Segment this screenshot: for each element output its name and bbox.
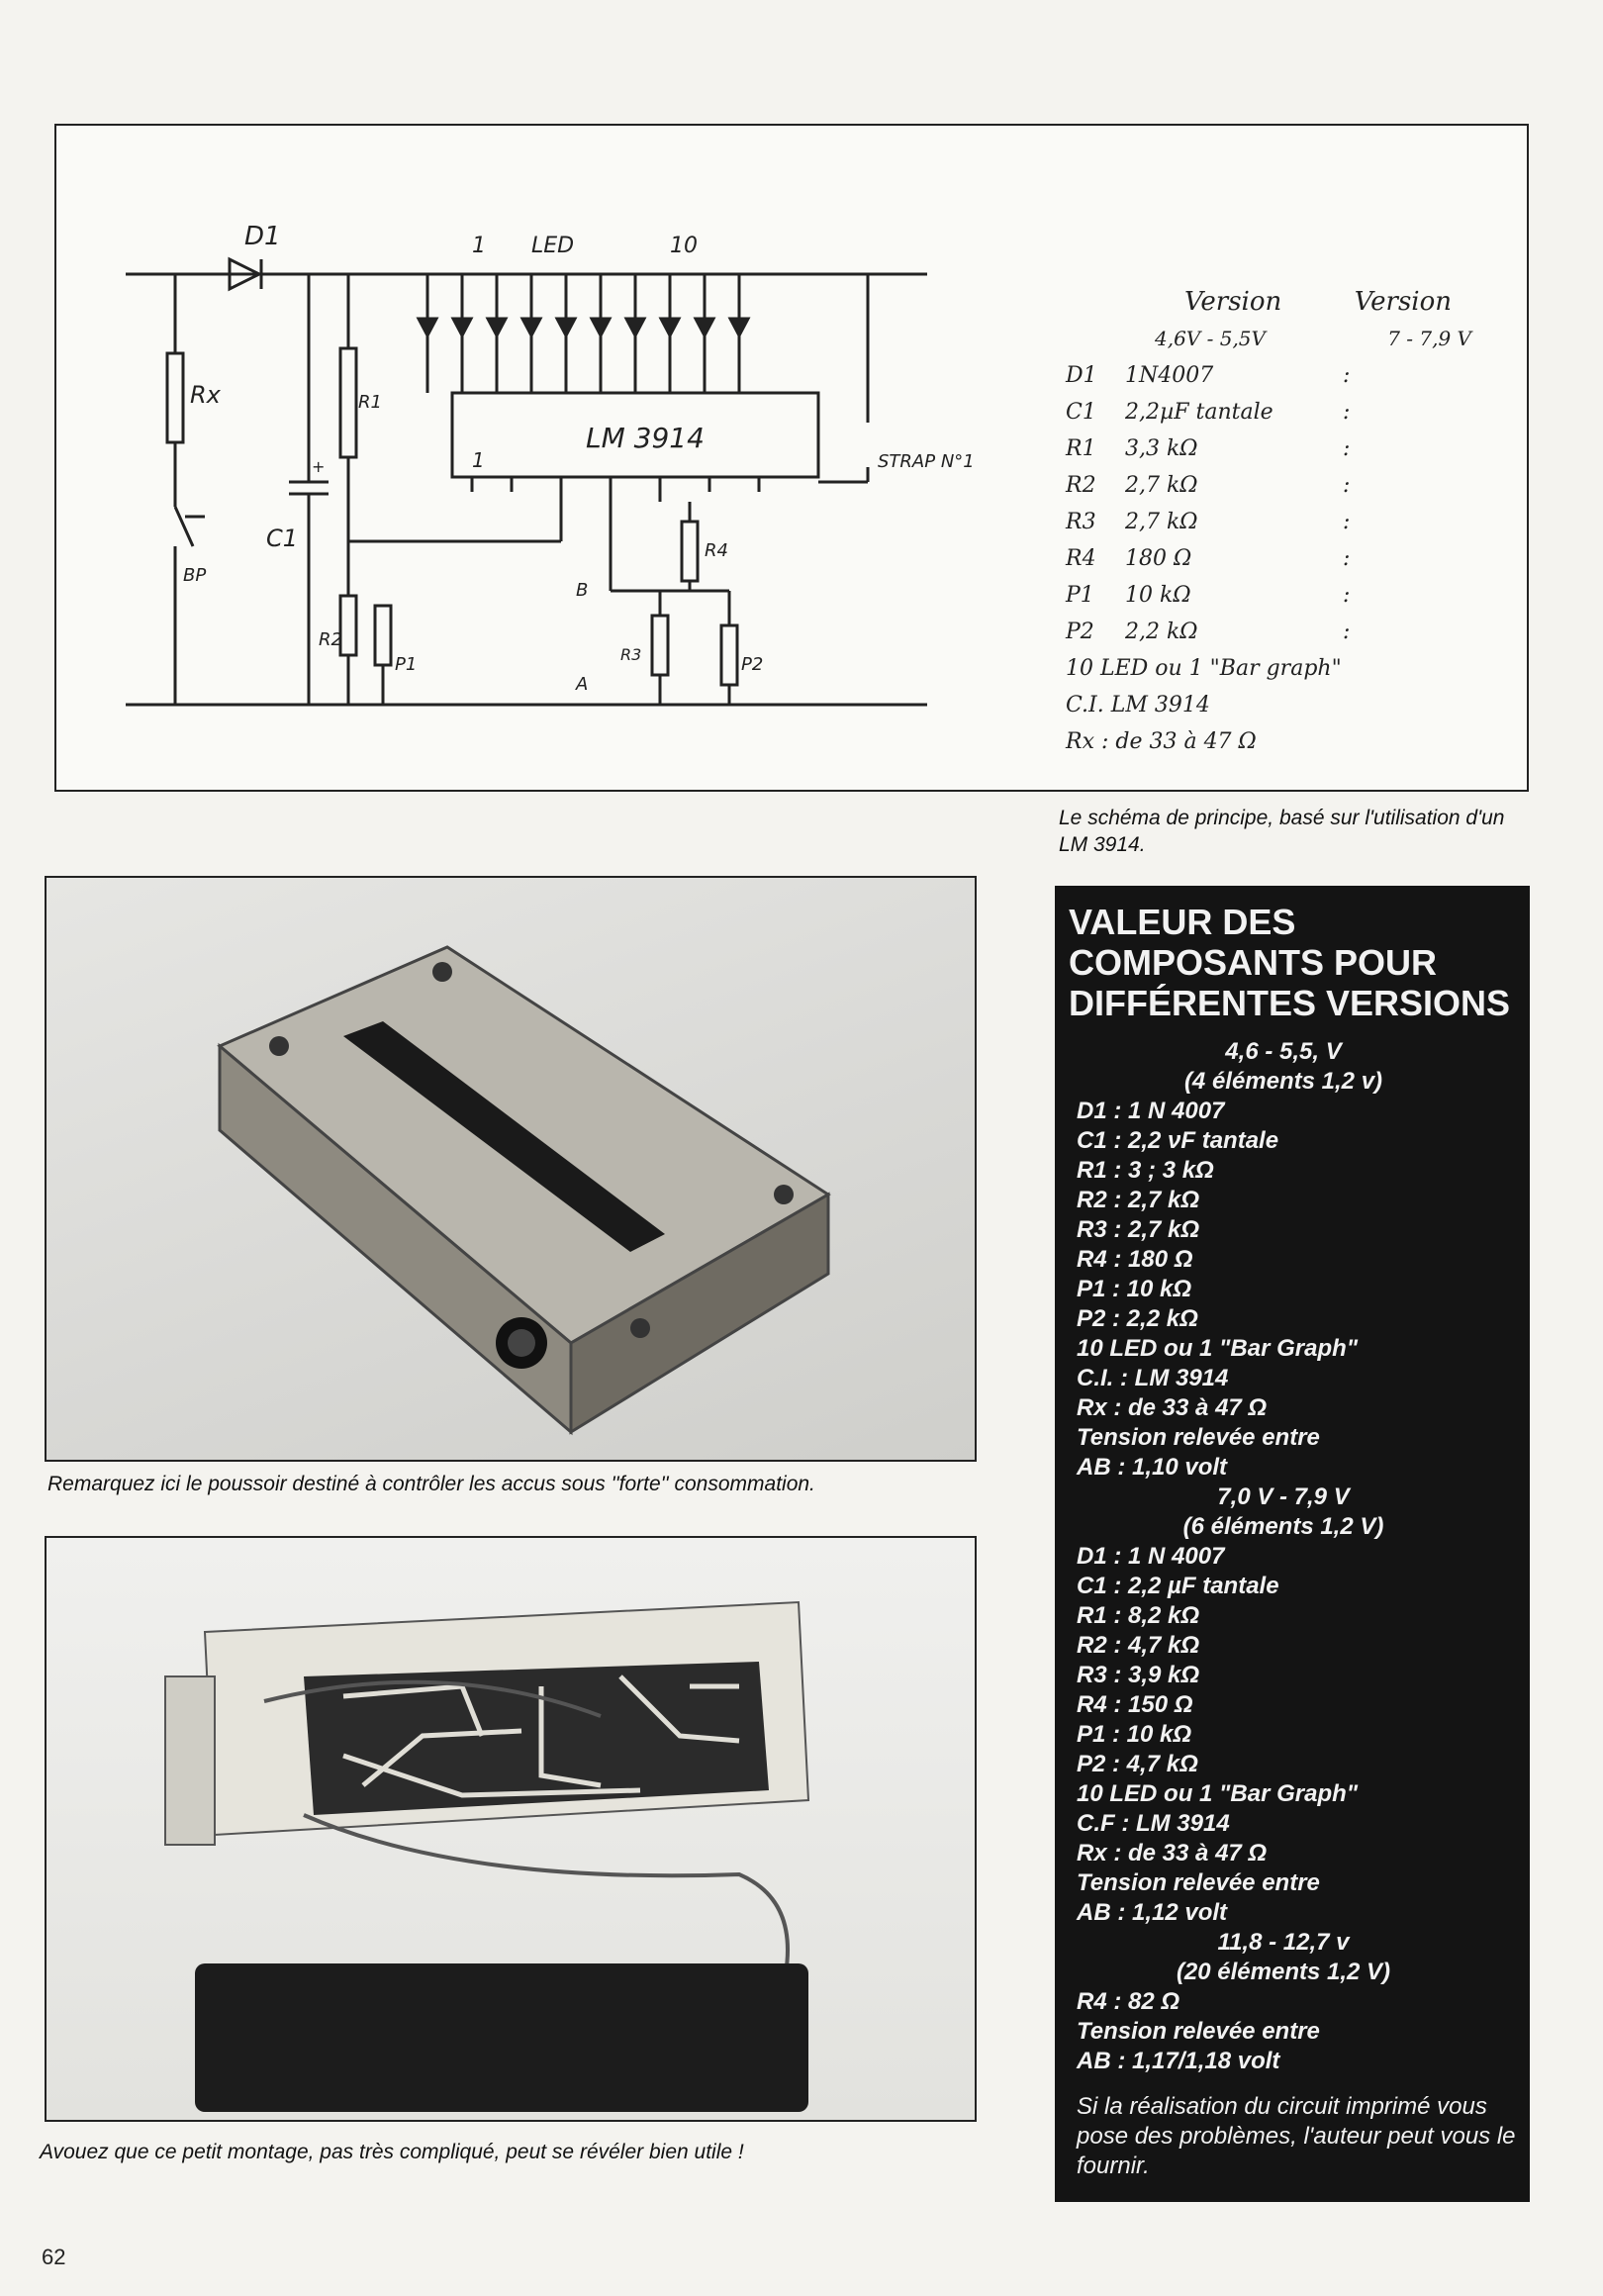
label-r4: R4	[705, 540, 728, 561]
notes-row: R4 180 Ω :	[1066, 540, 1511, 577]
notes-row: C1 2,2µF tantale :	[1066, 394, 1511, 430]
component-line: AB : 1,17/1,18 volt	[1077, 2048, 1280, 2074]
photo-circuit-board	[45, 1536, 977, 2122]
photo1-caption: Remarquez ici le poussoir destiné à contrôler les accus sous ''forte'' consommation.	[47, 1473, 815, 1495]
component-line: 10 LED ou 1 "Bar Graph"	[1077, 1780, 1359, 1807]
component-line: R2 : 4,7 kΩ	[1077, 1632, 1200, 1659]
notes-row-value: 180 Ω	[1125, 546, 1192, 571]
component-values-footer: Si la réalisation du circuit imprimé vous pose des problèmes, l'auteur peut vous le fournir.	[1077, 2093, 1516, 2179]
label-led-last: 10	[670, 234, 698, 258]
component-line: Rx : de 33 à 47 Ω	[1077, 1840, 1268, 1866]
version-heading: 4,6 - 5,5, V	[1225, 1038, 1342, 1065]
schematic-caption: Le schéma de principe, basé sur l'utilisation d'un LM 3914.	[1059, 807, 1505, 856]
label-ic-pin: 1	[472, 448, 485, 472]
circuit-board-illustration	[47, 1538, 975, 2120]
notes-row-key: R1	[1066, 436, 1096, 461]
label-c1: C1	[266, 525, 299, 552]
version-subheading: (6 éléments 1,2 V)	[1182, 1513, 1384, 1540]
component-line: Tension relevée entre	[1077, 1424, 1320, 1451]
label-r2: R2	[319, 629, 342, 650]
notes-row-value: 3,3 kΩ	[1125, 436, 1198, 461]
label-r3: R3	[620, 645, 642, 664]
label-strap: STRAP N°1	[878, 451, 975, 472]
notes-row-key: R3	[1066, 510, 1096, 534]
notes-led-line: 10 LED ou 1 "Bar graph"	[1066, 656, 1342, 681]
component-values-title: VALEUR DES COMPOSANTS POUR DIFFÉRENTES VERSIONS	[1069, 902, 1511, 1023]
component-line: R1 : 8,2 kΩ	[1077, 1602, 1200, 1629]
component-line: C1 : 2,2 νF tantale	[1077, 1127, 1279, 1154]
label-c1-pin: +	[312, 457, 326, 476]
notes-row: P1 10 kΩ :	[1066, 577, 1511, 614]
notes-row: P2 2,2 kΩ :	[1066, 614, 1511, 650]
schematic-figure	[54, 124, 1529, 792]
photo2-caption: Avouez que ce petit montage, pas très compliqué, peut se révéler bien utile !	[40, 2141, 744, 2163]
component-values-body	[1055, 1037, 1530, 2181]
notes-row: R3 2,7 kΩ :	[1066, 504, 1511, 540]
notes-ci-line: C.I. LM 3914	[1066, 693, 1210, 718]
notes-sub-right: 7 - 7,9 V	[1387, 327, 1471, 350]
component-line: P1 : 10 kΩ	[1077, 1721, 1192, 1748]
notes-row-value: 2,2µF tantale	[1125, 400, 1273, 425]
component-line: R4 : 82 Ω	[1077, 1988, 1180, 2015]
component-line: R3 : 2,7 kΩ	[1077, 1216, 1200, 1243]
version-heading: 11,8 - 12,7 v	[1217, 1929, 1350, 1956]
component-values-box	[1055, 886, 1530, 2202]
component-line: P1 : 10 kΩ	[1077, 1276, 1192, 1302]
notes-row-key: C1	[1066, 400, 1096, 425]
notes-row-value: 2,2 kΩ	[1125, 620, 1198, 644]
label-r1: R1	[358, 392, 382, 413]
label-node-b: B	[576, 580, 589, 601]
version-subheading: (20 éléments 1,2 V)	[1176, 1959, 1391, 1985]
notes-row-value: 10 kΩ	[1125, 583, 1191, 608]
component-line: C.I. : LM 3914	[1077, 1365, 1229, 1391]
component-line: Tension relevée entre	[1077, 1869, 1320, 1896]
component-line: R4 : 180 Ω	[1077, 1246, 1193, 1273]
page-number: 62	[42, 2245, 66, 2269]
component-line: R3 : 3,9 kΩ	[1077, 1662, 1200, 1688]
notes-row-key: P1	[1066, 583, 1094, 608]
version-subheading: (4 éléments 1,2 v)	[1183, 1068, 1383, 1095]
notes-row-value: 2,7 kΩ	[1125, 510, 1198, 534]
notes-rx-line: Rx : de 33 à 47 Ω	[1066, 729, 1257, 754]
component-line: P2 : 4,7 kΩ	[1077, 1751, 1198, 1777]
component-line: Rx : de 33 à 47 Ω	[1077, 1394, 1268, 1421]
notes-row-value: 2,7 kΩ	[1125, 473, 1198, 498]
handwritten-component-notes	[1066, 284, 1511, 760]
notes-header-right: Version	[1354, 287, 1452, 317]
component-line: P2 : 2,2 kΩ	[1077, 1305, 1198, 1332]
component-line: R4 : 150 Ω	[1077, 1691, 1193, 1718]
component-line: R2 : 2,7 kΩ	[1077, 1187, 1200, 1213]
component-line: C1 : 2,2 µF tantale	[1077, 1573, 1279, 1599]
label-bp: BP	[183, 565, 207, 586]
component-line: D1 : 1 N 4007	[1077, 1098, 1225, 1124]
component-line: C.F : LM 3914	[1077, 1810, 1230, 1837]
label-led-first: 1	[472, 234, 486, 258]
notes-row: R2 2,7 kΩ :	[1066, 467, 1511, 504]
notes-row: D1 1N4007 :	[1066, 357, 1511, 394]
notes-row: R1 3,3 kΩ :	[1066, 430, 1511, 467]
component-line: D1 : 1 N 4007	[1077, 1543, 1225, 1570]
notes-sub-left: 4,6V - 5,5V	[1155, 327, 1266, 350]
notes-row-key: R4	[1066, 546, 1096, 571]
label-p2: P2	[741, 654, 764, 675]
label-rx: Rx	[190, 381, 221, 409]
label-d1: D1	[244, 222, 281, 251]
notes-row-key: D1	[1066, 363, 1097, 388]
component-line: 10 LED ou 1 "Bar Graph"	[1077, 1335, 1359, 1362]
label-ic: LM 3914	[586, 422, 705, 454]
component-line: AB : 1,12 volt	[1077, 1899, 1228, 1926]
notes-row-key: P2	[1066, 620, 1094, 644]
component-line: AB : 1,10 volt	[1077, 1454, 1228, 1481]
version-heading: 7,0 V - 7,9 V	[1217, 1483, 1350, 1510]
notes-header-left: Version	[1184, 287, 1282, 317]
component-line: R1 : 3 ; 3 kΩ	[1077, 1157, 1214, 1184]
label-p1: P1	[395, 654, 418, 675]
notes-row-key: R2	[1066, 473, 1096, 498]
component-line: Tension relevée entre	[1077, 2018, 1320, 2045]
label-led: LED	[531, 234, 575, 258]
photo-enclosure	[45, 876, 977, 1462]
enclosure-illustration	[47, 878, 975, 1460]
notes-row-value: 1N4007	[1125, 363, 1214, 388]
label-node-a: A	[576, 674, 589, 695]
